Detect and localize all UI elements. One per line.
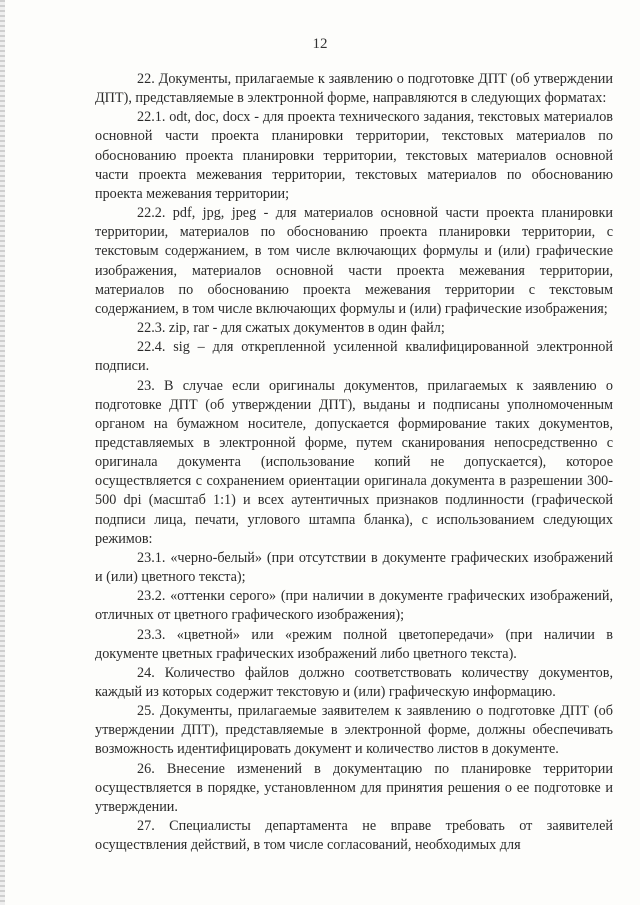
paragraph-22-1: 22.1. odt, doc, docx - для проекта технического задания, текстовых материалов основной части проекта планировки территории, текстовых материалов по обоснованию проекта планировки территории, текстовых материалов основной части проекта межевания территории, текстовых материалов по обоснованию проекта межевания территории; bbox=[95, 109, 613, 202]
paragraph-23-1: 23.1. «черно-белый» (при отсутствии в документе графических изображений и (или) цветного текста); bbox=[95, 549, 613, 586]
paragraph-22-2: 22.2. pdf, jpg, jpeg - для материалов основной части проекта планировки территории, материалов по обоснованию проекта планировки территории, с текстовым содержанием, в том числе включающих формулы и (или) графические изображения, материалов основной части проекта межевания территории, материалов по обоснованию проекта межевания территории с текстовым содержанием, в том числе включающих формулы и (или) графические изображения; bbox=[95, 205, 613, 317]
paragraph-22-4: 22.4. sig – для открепленной усиленной квалифицированной электронной подписи. bbox=[95, 339, 613, 375]
paragraph-23: 23. В случае если оригиналы документов, прилагаемых к заявлению о подготовке ДПТ (об утверждении ДПТ), выданы и подписаны уполномоченным органом на бумажном носителе, допускается формирование таких документов, представляемых в электронной форме, путем сканирования непосредственно с оригинала документа (использование копий не допускается), которое осуществляется с сохранением ориентации оригинала документа в разрешении 300-500 dpi (масштаб 1:1) и всех аутентичных признаков подлинности (графической подписи лица, печати, углового штампа бланка), с использованием следующих режимов: bbox=[95, 377, 613, 547]
document-body bbox=[95, 70, 613, 855]
scan-edge bbox=[0, 0, 5, 905]
paragraph-23-3: 23.3. «цветной» или «режим полной цветопередачи» (при наличии в документе цветных графических изображений либо цветного текста). bbox=[95, 626, 613, 662]
paragraph-26: 26. Внесение изменений в документацию по планировке территории осуществляется в порядке, установленном для принятия решения о ее подготовке и утверждении. bbox=[95, 760, 613, 815]
paragraph-25: 25. Документы, прилагаемые заявителем к заявлению о подготовке ДПТ (об утверждении ДПТ), представляемые в электронной форме, должны обеспечивать возможность идентифицировать документ и количество листов в документе. bbox=[95, 703, 613, 758]
page-number: 12 bbox=[312, 36, 328, 52]
paragraph-23-2: 23.2. «оттенки серого» (при наличии в документе графических изображений, отличных от цветного графического изображения); bbox=[95, 588, 613, 624]
paragraph-27: 27. Специалисты департамента не вправе требовать от заявителей осуществления действий, в том числе согласований, необходимых для bbox=[95, 818, 613, 854]
paragraph-22: 22. Документы, прилагаемые к заявлению о подготовке ДПТ (об утверждении ДПТ), представляемые в электронной форме, направляются в следующих форматах: bbox=[95, 71, 613, 107]
paragraph-24: 24. Количество файлов должно соответствовать количеству документов, каждый из которых содержит текстовую и (или) графическую информацию. bbox=[95, 664, 613, 700]
paragraph-22-3: 22.3. zip, rar - для сжатых документов в один файл; bbox=[137, 320, 445, 337]
